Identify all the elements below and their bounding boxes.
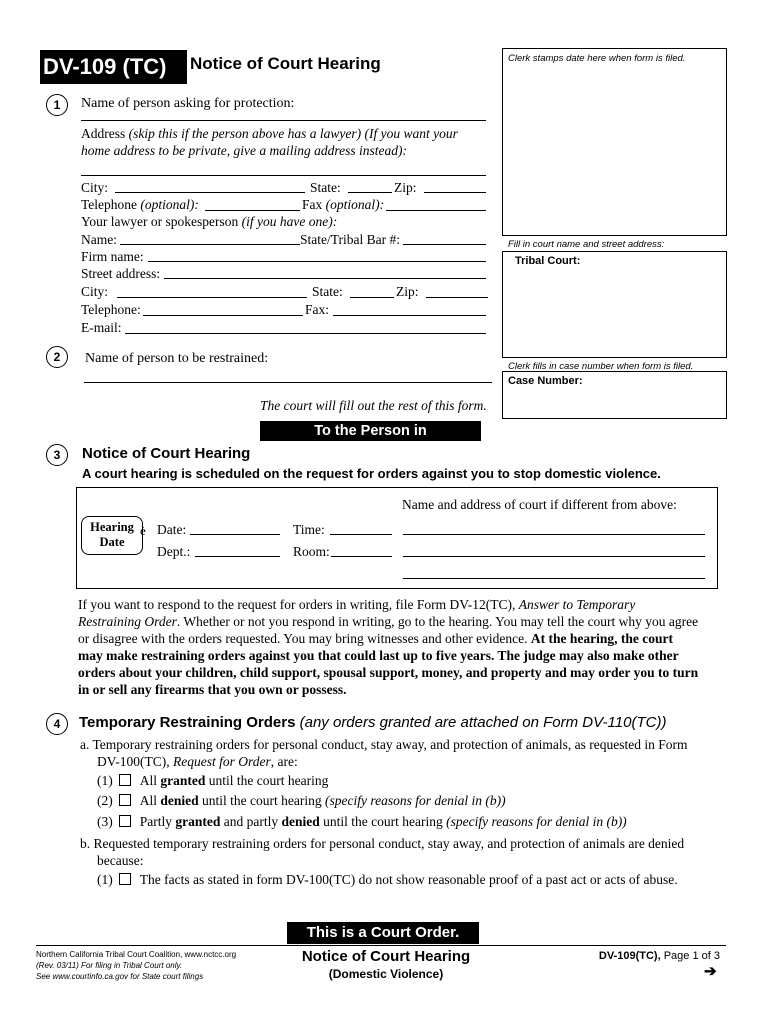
fax-label: Fax (optional):	[302, 197, 385, 212]
section-3-heading: Notice of Court Hearing	[82, 445, 251, 462]
respond-paragraph-line-6: in or sell any firearms that you own or possess.	[78, 682, 347, 697]
state-label: State:	[310, 180, 341, 195]
court-address-label: Name and address of court if different from above:	[402, 497, 677, 512]
respond-paragraph-line-5: orders about your children, child support, spousal support, money, and property and may order you to turn	[78, 665, 699, 680]
bar-number-field[interactable]	[403, 244, 486, 245]
section-3-subheading: A court hearing is scheduled on the request for orders against you to stop domestic violence.	[82, 466, 661, 481]
footer-left-2: (Rev. 03/11) For filing in Tribal Court only.	[36, 961, 183, 970]
city-label: City:	[81, 180, 109, 195]
protected-name-field[interactable]	[81, 120, 486, 121]
lawyer-name-field[interactable]	[120, 244, 300, 245]
firm-name-label: Firm name:	[81, 249, 144, 264]
item-b-line-1: b. Requested temporary restraining orders for personal conduct, stay away, and protection of animals are denied	[80, 836, 685, 851]
footer-rule	[36, 945, 726, 946]
granted-checkbox[interactable]	[119, 774, 131, 786]
item-a-line-2: DV-100(TC), Request for Order, are:	[97, 754, 298, 769]
tribal-court-label: Tribal Court:	[515, 255, 581, 267]
street-address-label: Street address:	[81, 266, 161, 281]
hearing-room-field[interactable]	[331, 556, 392, 557]
item-b-line-2: because:	[97, 853, 144, 868]
page-title: Notice of Court Hearing	[190, 54, 381, 73]
lawyer-fax-label: Fax:	[305, 302, 330, 317]
lawyer-telephone-label: Telephone:	[81, 302, 141, 317]
address-label: Address (skip this if the person above has a lawyer) (If you want your	[81, 126, 458, 141]
option-denied: (2) All denied until the court hearing (specify reasons for denial in (b))	[97, 793, 506, 808]
clerk-stamp-box[interactable]	[502, 48, 727, 236]
form-id-badge: DV-109 (TC)	[40, 50, 187, 84]
lawyer-fax-field[interactable]	[333, 315, 486, 316]
room-label: Room:	[293, 544, 330, 559]
city-field[interactable]	[115, 192, 305, 193]
telephone-field[interactable]	[205, 210, 300, 211]
court-order-banner: This is a Court Order.	[287, 922, 479, 944]
section-3-number: 3	[46, 444, 68, 466]
respond-paragraph-line-2: Restraining Order. Whether or not you respond in writing, go to the hearing. You may tell the court why you agree	[78, 614, 699, 629]
footer-left-3: See www.courtinfo.ca.gov for State court filings	[36, 972, 204, 981]
court-name-hint: Fill in court name and street address:	[508, 239, 665, 250]
telephone-label: Telephone (optional):	[81, 197, 199, 212]
street-address-field[interactable]	[164, 278, 486, 279]
section-2-number: 2	[46, 346, 68, 368]
protected-name-label: Name of person asking for protection:	[81, 96, 295, 111]
no-proof-checkbox[interactable]	[119, 873, 131, 885]
footer-left-1: Northern California Tribal Court Coalition, www.nctcc.org	[36, 950, 237, 959]
lawyer-state-label: State:	[312, 284, 343, 299]
zip-field[interactable]	[424, 192, 486, 193]
court-address-line-1[interactable]	[403, 534, 705, 535]
lawyer-zip-label: Zip:	[396, 284, 419, 299]
option-no-proof: (1) The facts as stated in form DV-100(TC) do not show reasonable proof of a past act or acts of abuse.	[97, 872, 678, 887]
zip-label: Zip:	[394, 180, 417, 195]
court-name-box[interactable]	[502, 251, 727, 358]
court-address-line-2[interactable]	[403, 556, 705, 557]
option-partly: (3) Partly granted and partly denied until the court hearing (specify reasons for denial in (b))	[97, 814, 627, 829]
clerk-stamp-hint: Clerk stamps date here when form is filed.	[508, 53, 686, 64]
lawyer-label: Your lawyer or spokesperson (if you have one):	[81, 214, 338, 229]
footer-title: Notice of Court Hearing	[301, 948, 471, 965]
section-4-number: 4	[46, 713, 68, 735]
item-a-line-1: a. Temporary restraining orders for personal conduct, stay away, and protection of animals, as requested in Form	[80, 737, 688, 752]
section-1-number: 1	[46, 94, 68, 116]
lawyer-state-field[interactable]	[350, 297, 394, 298]
fax-field[interactable]	[386, 210, 486, 211]
restrained-name-label: Name of person to be restrained:	[85, 351, 269, 366]
top-banner: To the Person in	[260, 421, 481, 441]
respond-paragraph-line-1: If you want to respond to the request for orders in writing, file Form DV-12(TC), Answer to Temporary	[78, 597, 636, 612]
denied-checkbox[interactable]	[119, 794, 131, 806]
case-number-hint: Clerk fills in case number when form is filed.	[508, 361, 694, 372]
lawyer-name-label: Name:	[81, 232, 117, 247]
hearing-date-badge: Hearing Date	[81, 516, 143, 555]
court-address-line-3[interactable]	[403, 578, 705, 579]
date-label: Date:	[157, 522, 187, 537]
address-note: home address to be private, give a mailing address instead):	[81, 143, 407, 158]
lawyer-zip-field[interactable]	[426, 297, 488, 298]
case-number-box[interactable]	[502, 371, 727, 419]
email-field[interactable]	[125, 333, 486, 334]
firm-name-field[interactable]	[148, 261, 486, 262]
email-label: E-mail:	[81, 320, 122, 335]
lawyer-city-field[interactable]	[117, 297, 307, 298]
lawyer-city-label: City:	[81, 284, 109, 299]
dept-label: Dept.:	[157, 544, 191, 559]
lawyer-telephone-field[interactable]	[143, 315, 303, 316]
footer-page-info: DV-109(TC), Page 1 of 3	[598, 950, 720, 962]
hearing-time-field[interactable]	[330, 534, 392, 535]
address-field[interactable]	[81, 175, 486, 176]
case-number-label: Case Number:	[508, 375, 583, 387]
option-granted: (1) All granted until the court hearing	[97, 773, 329, 788]
restrained-name-field[interactable]	[84, 382, 492, 383]
arrow-icon: è	[140, 523, 146, 538]
state-field[interactable]	[348, 192, 392, 193]
hearing-date-field[interactable]	[190, 534, 280, 535]
bar-number-label: State/Tribal Bar #:	[300, 232, 400, 247]
next-page-arrow-icon[interactable]: ➔	[704, 963, 717, 980]
respond-paragraph-line-4: may make restraining orders against you that could last up to five years. The judge may also make other	[78, 648, 679, 663]
respond-paragraph-line-3: or disagree with the orders requested. You may bring witnesses and other evidence. At the hearing, the court	[78, 631, 673, 646]
section-4-heading: Temporary Restraining Orders (any orders granted are attached on Form DV-110(TC))	[79, 714, 667, 731]
footer-subtitle: (Domestic Violence)	[328, 967, 444, 981]
time-label: Time:	[293, 522, 325, 537]
hearing-dept-field[interactable]	[195, 556, 280, 557]
hearing-box	[76, 487, 718, 589]
court-fill-note: The court will fill out the rest of this form.	[260, 398, 487, 413]
partly-checkbox[interactable]	[119, 815, 131, 827]
